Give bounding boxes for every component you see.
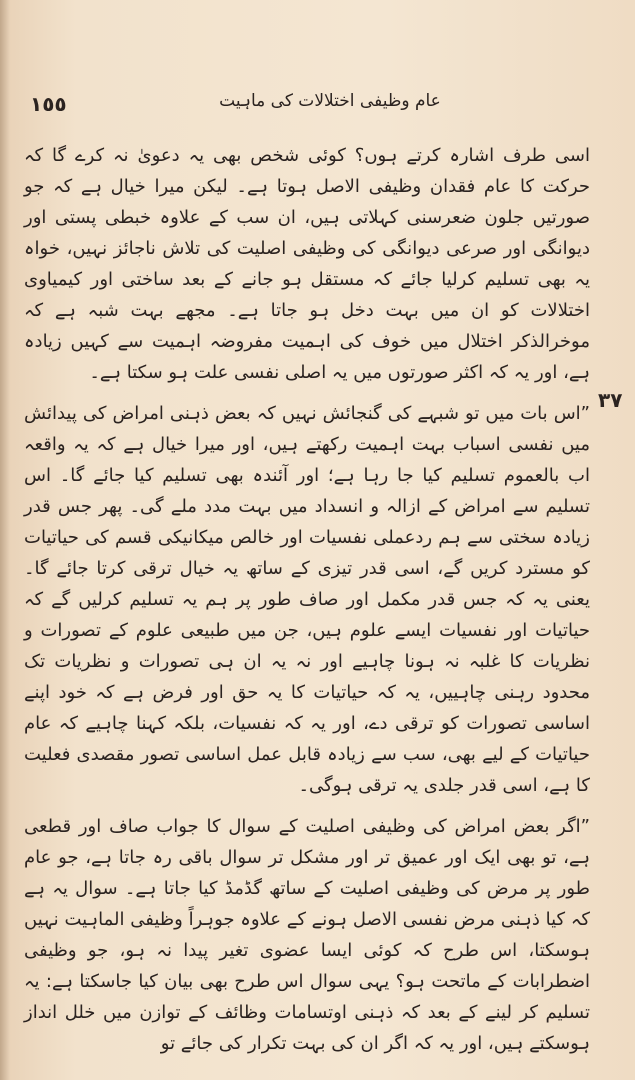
paragraph-3: ”اگر بعض امراض کی وظیفی اصلیت کے سوال کا جواب صاف اور قطعی ہے، تو بھی ایک اور عمیق تر اور مشکل تر سوال باقی رہ جاتا ہے، جو عام طور پر مرض کی وظیفی اصلیت کے ساتھ گڈمڈ کیا جاتا ہے۔ سوال یہ ہے کہ کیا ذہنی مرض نفسی الاصل ہونے کے علاوہ جوہراً وظیفی الماہیت نہیں ہوسکتا، اس طرح کہ کوئی ایسا عضوی تغیر پیدا نہ ہو، جو وظیفی اضطرابات کے ماتحت ہو؟ یہی سوال اس طرح بھی بیان کیا جاسکتا ہے: یہ تسلیم کر لینے کے بعد کہ ذہنی اوتسامات وظائف کے توازن میں خلل انداز ہوسکتے ہیں، اور یہ کہ اگر ان کی بہت تکرار کی جائے تو	[24, 816, 590, 1054]
running-head: عام وظیفی اختلالات کی ماہیت	[219, 91, 441, 111]
page-number: ١٥٥	[30, 92, 67, 116]
margin-annotation: ٣٧	[598, 388, 623, 412]
paragraph-1: اسی طرف اشارہ کرتے ہوں؟ کوئی شخص بھی یہ دعویٰ نہ کرے گا کہ حرکت کا عام فقدان وظیفی الاصل ہوتا ہے۔ لیکن میرا خیال ہے کہ جو صورتیں جلون ضعرسنی کہلاتی ہیں، ان سب کے علاوہ خبطی پستی اور دیوانگی اور صرعی دیوانگی کی وظیفی اصلیت کی تلاش ناجائز نہیں، خواہ یہ بھی تسلیم کرلیا جائے کہ مستقل ہو جانے کے بعد ساختی اور کیمیاوی اختلالات کو ان میں بہت دخل ہو جاتا ہے۔ مجھے بہت شبہ ہے کہ موخرالذکر اختلال میں خوف کی اہمیت مفروضہ اہمیت سے کہیں زیادہ ہے، اور یہ کہ اکثر صورتوں میں یہ اصلی نفسی علت ہو سکتا ہے۔	[24, 145, 590, 383]
page-fold-shadow	[0, 0, 10, 1080]
body-text	[24, 140, 590, 1060]
paragraph-2: ”اس بات میں تو شبہے کی گنجائش نہیں کہ بعض ذہنی امراض کی پیدائش میں نفسی اسباب بہت اہمیت رکھتے ہیں، اور میرا خیال ہے کہ یہ واقعہ اب بالعموم تسلیم کیا جا رہا ہے؛ اور آئندہ بھی تسلیم کیا جائے گا۔ اس تسلیم سے امراض کے ازالہ و انسداد میں بہت مدد ملے گی۔ پھر جس قدر زیادہ سختی سے ہم ردعملی نفسیات اور خالص میکانیکی قسم کی حیاتیات کو مسترد کریں گے، اسی قدر تیزی کے ساتھ یہ خیال ترقی کرتا جائے گا۔ یعنی یہ کہ جس قدر مکمل اور صاف طور پر ہم یہ تسلیم کرلیں گے کہ حیاتیات اور نفسیات ایسے علوم ہیں، جن میں طبیعی علوم کے تصورات و نظریات کا غلبہ نہ ہونا چاہیے اور نہ یہ ان ہی تصورات و نظریات تک محدود رہنی چاہییں، یہ کہ حیاتیات کا یہ حق اور فرض ہے کہ خود اپنے اساسی تصورات کو ترقی دے، اور یہ کہ نفسیات، بلکہ کہنا چاہیے کہ عام حیاتیات کے لیے بھی، سب سے زیادہ قابل عمل اساسی تصور مقصدی فعلیت کا ہے، اسی قدر جلدی یہ ترقی ہوگی۔	[24, 403, 590, 796]
